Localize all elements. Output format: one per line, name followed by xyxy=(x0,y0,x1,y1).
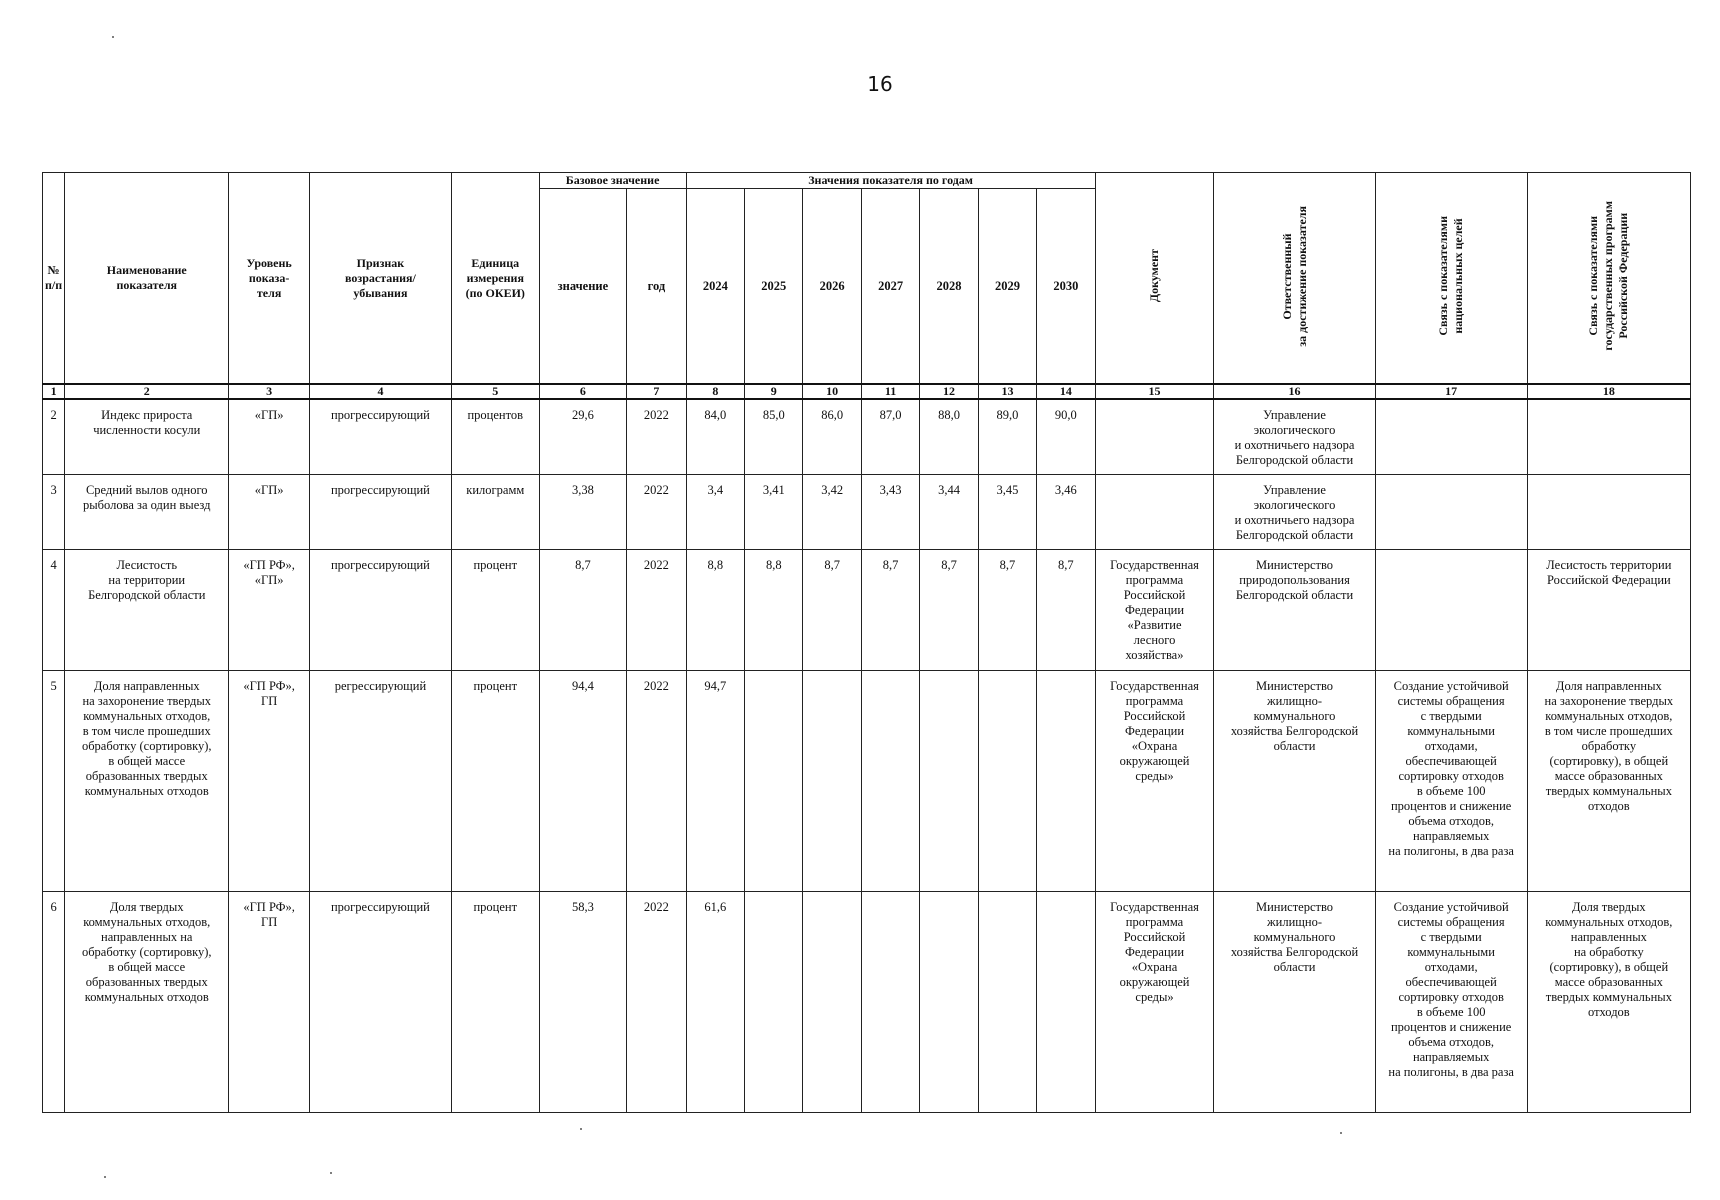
cell-year-value: 8,8 xyxy=(745,550,803,671)
cell-name: Лесистость на территории Белгородской области xyxy=(65,550,229,671)
cell-base-value: 58,3 xyxy=(539,892,627,1113)
column-number: 16 xyxy=(1214,384,1375,399)
cell-year-value: 94,7 xyxy=(686,671,744,892)
cell-trend: прогрессирующий xyxy=(309,892,451,1113)
header-base-value: значение xyxy=(539,189,627,385)
column-number: 7 xyxy=(627,384,686,399)
column-number: 13 xyxy=(978,384,1036,399)
cell-year-value xyxy=(803,892,861,1113)
cell-name: Индекс прироста численности косули xyxy=(65,399,229,475)
cell-year-value: 3,43 xyxy=(861,475,919,550)
cell-unit: процентов xyxy=(451,399,539,475)
cell-year-value: 3,46 xyxy=(1037,475,1095,550)
cell-year-value: 88,0 xyxy=(920,399,978,475)
header-year-2026: 2026 xyxy=(803,189,861,385)
column-number: 6 xyxy=(539,384,627,399)
cell-base-value: 3,38 xyxy=(539,475,627,550)
header-responsible: Ответственный за достижение показателя xyxy=(1214,173,1375,385)
cell-base-year: 2022 xyxy=(627,475,686,550)
cell-link-national xyxy=(1375,475,1527,550)
column-number: 3 xyxy=(229,384,310,399)
column-number: 1 xyxy=(43,384,65,399)
cell-level: «ГП» xyxy=(229,399,310,475)
cell-responsible: Министерство жилищно- коммунального хозяйства Белгородской области xyxy=(1214,671,1375,892)
cell-year-value: 61,6 xyxy=(686,892,744,1113)
cell-responsible: Министерство природопользования Белгородской области xyxy=(1214,550,1375,671)
cell-trend: прогрессирующий xyxy=(309,399,451,475)
cell-document: Государственная программа Российской Федерации «Охрана окружающей среды» xyxy=(1095,671,1214,892)
scan-speck xyxy=(104,1176,106,1178)
cell-year-value: 85,0 xyxy=(745,399,803,475)
cell-link-state: Доля направленных на захоронение твердых коммунальных отходов, в том числе прошедших обработку (сортировку), в общей массе образованных твердых коммунальных отходов xyxy=(1527,671,1690,892)
header-year-2027: 2027 xyxy=(861,189,919,385)
cell-level: «ГП» xyxy=(229,475,310,550)
cell-year-value: 3,45 xyxy=(978,475,1036,550)
cell-link-national xyxy=(1375,399,1527,475)
column-number: 14 xyxy=(1037,384,1095,399)
cell-year-value xyxy=(920,892,978,1113)
cell-base-value: 8,7 xyxy=(539,550,627,671)
cell-no: 2 xyxy=(43,399,65,475)
cell-responsible: Управление экологического и охотничьего надзора Белгородской области xyxy=(1214,475,1375,550)
cell-link-national: Создание устойчивой системы обращения с твердыми коммунальными отходами, обеспечивающей сортировку отходов в объеме 100 процентов и снижение объема отходов, направляемых на полигоны, в два раза xyxy=(1375,892,1527,1113)
column-number: 5 xyxy=(451,384,539,399)
cell-year-value xyxy=(1037,671,1095,892)
cell-year-value xyxy=(978,892,1036,1113)
cell-link-national: Создание устойчивой системы обращения с твердыми коммунальными отходами, обеспечивающей сортировку отходов в объеме 100 процентов и снижение объема отходов, направляемых на полигоны, в два раза xyxy=(1375,671,1527,892)
column-number: 12 xyxy=(920,384,978,399)
column-number-row xyxy=(43,384,1691,399)
column-number: 8 xyxy=(686,384,744,399)
cell-year-value: 8,7 xyxy=(920,550,978,671)
column-number: 11 xyxy=(861,384,919,399)
cell-link-state xyxy=(1527,399,1690,475)
cell-year-value: 3,44 xyxy=(920,475,978,550)
cell-trend: прогрессирующий xyxy=(309,475,451,550)
cell-year-value: 3,4 xyxy=(686,475,744,550)
header-document: Документ xyxy=(1095,173,1214,385)
column-number: 15 xyxy=(1095,384,1214,399)
header-year-2025: 2025 xyxy=(745,189,803,385)
scan-speck xyxy=(1340,1132,1342,1134)
header-level: Уровень показа- теля xyxy=(229,173,310,385)
cell-year-value: 8,8 xyxy=(686,550,744,671)
header-unit: Единица измерения (по ОКЕИ) xyxy=(451,173,539,385)
cell-year-value xyxy=(745,892,803,1113)
cell-link-state: Лесистость территории Российской Федерации xyxy=(1527,550,1690,671)
cell-no: 4 xyxy=(43,550,65,671)
header-no: № п/п xyxy=(43,173,65,385)
cell-year-value: 87,0 xyxy=(861,399,919,475)
cell-level: «ГП РФ», «ГП» xyxy=(229,550,310,671)
header-base-group: Базовое значение xyxy=(539,173,686,189)
cell-unit: процент xyxy=(451,671,539,892)
header-link-national: Связь с показателями национальных целей xyxy=(1375,173,1527,385)
cell-year-value xyxy=(920,671,978,892)
indicators-table xyxy=(42,172,1691,1113)
cell-document xyxy=(1095,399,1214,475)
cell-year-value xyxy=(745,671,803,892)
cell-year-value: 3,42 xyxy=(803,475,861,550)
cell-year-value xyxy=(803,671,861,892)
header-name: Наименование показателя xyxy=(65,173,229,385)
cell-level: «ГП РФ», ГП xyxy=(229,671,310,892)
column-number: 18 xyxy=(1527,384,1690,399)
cell-base-year: 2022 xyxy=(627,892,686,1113)
header-base-year: год xyxy=(627,189,686,385)
header-link-state: Связь с показателями государственных программ Российской Федерации xyxy=(1527,173,1690,385)
cell-base-value: 94,4 xyxy=(539,671,627,892)
header-year-2024: 2024 xyxy=(686,189,744,385)
cell-link-national xyxy=(1375,550,1527,671)
cell-year-value: 3,41 xyxy=(745,475,803,550)
cell-document: Государственная программа Российской Федерации «Развитие лесного хозяйства» xyxy=(1095,550,1214,671)
cell-document xyxy=(1095,475,1214,550)
cell-base-year: 2022 xyxy=(627,671,686,892)
cell-year-value: 84,0 xyxy=(686,399,744,475)
cell-year-value: 8,7 xyxy=(803,550,861,671)
header-years-group: Значения показателя по годам xyxy=(686,173,1095,189)
cell-year-value xyxy=(861,892,919,1113)
header-year-2029: 2029 xyxy=(978,189,1036,385)
cell-year-value: 8,7 xyxy=(978,550,1036,671)
scan-speck xyxy=(112,36,114,38)
column-number: 9 xyxy=(745,384,803,399)
cell-name: Средний вылов одного рыболова за один выезд xyxy=(65,475,229,550)
page-number: 16 xyxy=(867,72,893,96)
cell-name: Доля твердых коммунальных отходов, направленных на обработку (сортировку), в общей массе образованных твердых коммунальных отходов xyxy=(65,892,229,1113)
cell-year-value: 90,0 xyxy=(1037,399,1095,475)
cell-trend: прогрессирующий xyxy=(309,550,451,671)
cell-year-value xyxy=(978,671,1036,892)
table-row xyxy=(43,671,1691,892)
cell-link-state xyxy=(1527,475,1690,550)
table-row xyxy=(43,892,1691,1113)
cell-no: 5 xyxy=(43,671,65,892)
cell-base-year: 2022 xyxy=(627,399,686,475)
cell-level: «ГП РФ», ГП xyxy=(229,892,310,1113)
cell-responsible: Министерство жилищно- коммунального хозяйства Белгородской области xyxy=(1214,892,1375,1113)
column-number: 10 xyxy=(803,384,861,399)
scan-speck xyxy=(580,1128,582,1130)
table-row xyxy=(43,399,1691,475)
cell-responsible: Управление экологического и охотничьего надзора Белгородской области xyxy=(1214,399,1375,475)
cell-year-value: 8,7 xyxy=(1037,550,1095,671)
cell-document: Государственная программа Российской Федерации «Охрана окружающей среды» xyxy=(1095,892,1214,1113)
column-number: 4 xyxy=(309,384,451,399)
cell-year-value: 86,0 xyxy=(803,399,861,475)
cell-base-value: 29,6 xyxy=(539,399,627,475)
cell-year-value: 89,0 xyxy=(978,399,1036,475)
scan-speck xyxy=(330,1172,332,1174)
cell-trend: регрессирующий xyxy=(309,671,451,892)
cell-year-value xyxy=(1037,892,1095,1113)
cell-base-year: 2022 xyxy=(627,550,686,671)
cell-unit: килограмм xyxy=(451,475,539,550)
column-number: 17 xyxy=(1375,384,1527,399)
header-year-2030: 2030 xyxy=(1037,189,1095,385)
column-number: 2 xyxy=(65,384,229,399)
cell-no: 3 xyxy=(43,475,65,550)
table-row xyxy=(43,550,1691,671)
cell-unit: процент xyxy=(451,550,539,671)
table-row xyxy=(43,475,1691,550)
cell-unit: процент xyxy=(451,892,539,1113)
header-year-2028: 2028 xyxy=(920,189,978,385)
cell-name: Доля направленных на захоронение твердых коммунальных отходов, в том числе прошедших обработку (сортировку), в общей массе образованных твердых коммунальных отходов xyxy=(65,671,229,892)
cell-no: 6 xyxy=(43,892,65,1113)
cell-year-value: 8,7 xyxy=(861,550,919,671)
header-trend: Признак возрастания/ убывания xyxy=(309,173,451,385)
cell-year-value xyxy=(861,671,919,892)
cell-link-state: Доля твердых коммунальных отходов, направленных на обработку (сортировку), в общей массе образованных твердых коммунальных отходов xyxy=(1527,892,1690,1113)
